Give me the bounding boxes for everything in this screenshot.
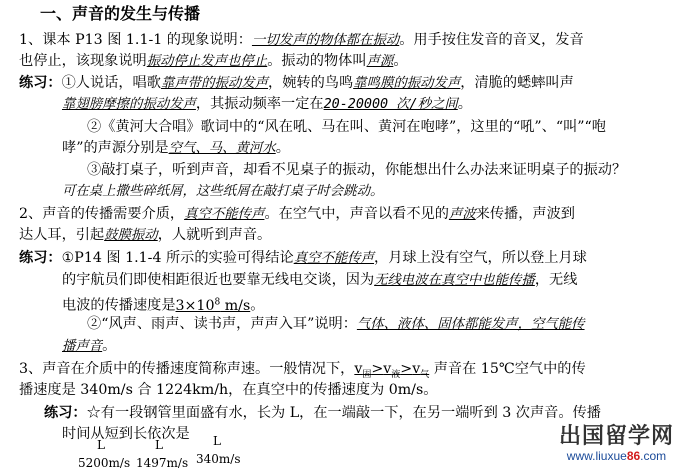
exercise-1-answer: 可在桌上撒些碎纸屑，这些纸屑在敲打桌子时会跳动。 [62, 184, 384, 199]
exercise-label: 练习： [44, 405, 87, 421]
text: v [354, 361, 363, 377]
text: 2、声音的传播需要介质， [19, 206, 185, 222]
text: 。 [393, 53, 408, 69]
text: 哮”的声源分别是 [62, 140, 169, 156]
text: 电波的传播速度是 [62, 297, 176, 314]
exercise-2-line-2 [62, 271, 577, 290]
paragraph-1-line-2 [19, 52, 408, 71]
text: 声音在 15℃空气中的传 [429, 361, 586, 377]
text: ，人就听到声音。 [157, 227, 272, 243]
text: 达人耳，引起 [19, 227, 105, 243]
answer-text: 鼓膜振动 [104, 228, 158, 243]
subscript: 固 [362, 369, 372, 380]
text: 。 [457, 96, 472, 112]
answer-text: 靠鸣膜的振动发声 [353, 76, 461, 91]
exercise-1-line-4 [62, 139, 290, 158]
answer-text: 声波 [448, 207, 476, 222]
text: v [412, 361, 421, 377]
text: 。 [250, 297, 265, 314]
text: 。在空气中，声音以看不见的 [264, 206, 449, 222]
text: ，无线 [534, 272, 578, 288]
subscript: 液 [391, 369, 401, 380]
exercise-1-line-5: ③敲打桌子，听到声音，却看不见桌子的振动，你能想出什么办法来证明桌子的振动？ [87, 162, 627, 178]
text: ，其振动频率一定在 [195, 96, 324, 112]
answer-text: 振动停止发声也停止 [146, 54, 268, 69]
answer-text: 一切发声的物体都在振动 [251, 33, 400, 48]
text: ，清脆的蟋蟀叫声 [460, 75, 574, 91]
fraction-2-denominator: 1497m/s [136, 456, 189, 470]
answer-text: 播声音 [62, 339, 103, 354]
text: ②“风声、雨声、读书声，声声入耳”说明： [87, 316, 357, 332]
fraction-1-denominator: 5200m/s [78, 456, 131, 470]
unit: m/s [220, 297, 251, 314]
answer-text: 声源 [366, 54, 394, 69]
text: .com [640, 449, 667, 463]
text: 3×10 [175, 297, 215, 314]
exercise-2-line-1 [19, 249, 587, 268]
exercise-label: 练习： [19, 75, 62, 91]
text: www.liuxue [566, 449, 627, 463]
exercise-label: 练习： [19, 250, 62, 266]
text: ①人说话，唱歌 [61, 75, 161, 91]
paragraph-3-line-2: 播速度是 340m/s 合 1224km/h，在真空中的传播速度为 0m/s。 [19, 382, 438, 398]
exercise-2-line-3 [62, 293, 264, 315]
text: ，婉转的鸟鸣 [268, 75, 354, 91]
text: 。用手按住发音的音叉，发音 [399, 32, 584, 48]
answer-text: 空气、马、黄河水 [168, 141, 276, 156]
exercise-1-line-2 [62, 95, 472, 114]
subscript: 气 [420, 369, 430, 380]
text: 也停止，该现象说明 [19, 53, 147, 69]
watermark-title: 出国留学网 [558, 424, 674, 449]
text: ☆有一段钢管里面盛有水，长为 L，在一端敲一下，在另一端听到 3 次声音。传播 [86, 405, 601, 421]
answer-text: 20-20000 次/秒之间 [323, 97, 458, 112]
paragraph-2-line-2 [19, 226, 271, 245]
exercise-2-line-5 [62, 337, 116, 356]
answer-text: 真空不能传声 [184, 207, 265, 222]
answer-text: 真空不能传声 [293, 251, 375, 266]
fraction-2-numerator: L [155, 438, 163, 452]
exercise-3-line-2: 时间从短到长依次是 [62, 426, 190, 442]
answer-speed [176, 298, 251, 314]
answer-text: 靠声带的振动发声 [160, 76, 269, 91]
text: ，月球上没有空气，所以登上月球 [374, 250, 587, 266]
text: 。 [102, 338, 117, 354]
exponent: 8 [214, 297, 221, 307]
speed-relation [354, 361, 430, 380]
text: 的宇航员们即使相距很近也要靠无线电交谈，因为 [62, 272, 375, 288]
watermark-url [559, 449, 674, 463]
answer-text: 气体、液体、固体都能发声，空气能传 [356, 317, 585, 332]
exercise-2-line-4 [87, 315, 585, 334]
fraction-1-numerator: L [97, 438, 105, 452]
text: 。振动的物体叫 [267, 53, 367, 69]
watermark [559, 425, 674, 463]
text: ①P14 图 1.1-4 所示的实验可得结论 [61, 250, 294, 266]
text: v [383, 361, 392, 377]
text: > [371, 361, 384, 377]
fraction-3-denominator: 340m/s [196, 452, 241, 466]
exercise-1-line-1 [19, 74, 574, 93]
text: 3、声音在介质中的传播速度简称声速。一般情况下， [19, 361, 355, 377]
text: 86 [626, 449, 641, 463]
text: > [400, 361, 413, 377]
fraction-3-numerator: L [213, 434, 221, 448]
exercise-3-line-1 [44, 404, 601, 422]
text: 。 [275, 140, 290, 156]
answer-text: 靠翅膀摩擦的振动发声 [62, 97, 196, 112]
section-title: 一、声音的发生与传播 [40, 4, 201, 23]
exercise-1-line-3: ②《黄河大合唱》歌词中的“风在吼、马在叫、黄河在咆哮”，这里的“吼”、“叫”“咆 [87, 119, 606, 135]
text: 1、课本 P13 图 1.1-1 的现象说明： [19, 32, 252, 48]
paragraph-1-line-1 [19, 31, 584, 50]
paragraph-2-line-1 [19, 205, 575, 224]
answer-text: 无线电波在真空中也能传播 [374, 273, 535, 288]
text: 来传播，声波到 [475, 206, 575, 222]
